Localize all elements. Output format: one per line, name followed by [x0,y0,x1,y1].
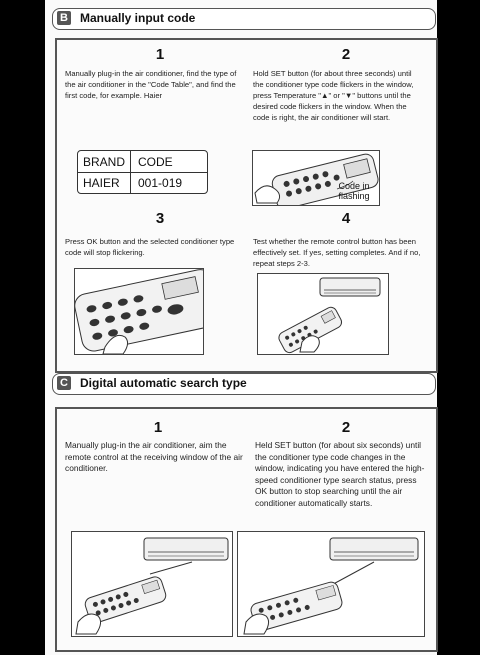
step-b3-image [74,268,204,355]
table-header-code: CODE [138,155,173,169]
section-b-header [52,8,436,30]
ac-and-remote-illustration [258,274,388,354]
step-b4-image [257,273,389,355]
step-c1-number: 1 [153,419,163,436]
table-cell-brand: HAIER [83,176,120,190]
code-table [77,150,208,194]
section-c-title: Digital automatic search type [80,376,247,390]
section-b-frame [55,38,438,373]
section-c-header [52,373,436,395]
code-flashing-caption [331,181,377,201]
step-b2-number: 2 [341,46,351,63]
step-b1-number: 1 [155,46,165,63]
step-b4-text: Test whether the remote control button has been effectively set. If yes, setting completes. And if no, repeat steps 2-3. [253,237,421,268]
step-c2-number: 2 [341,419,351,436]
section-c-letter: C [57,376,71,390]
ac-remote-aim-illustration [72,532,232,636]
remote-closeup-illustration [75,269,203,354]
caption-line-2: flashing [338,191,370,201]
section-c-frame [55,407,438,652]
step-c2-text: Held SET button (for about six seconds) until the conditioner type code changes in the window, indicating you have entered the high-speed conditioner type search status, press OK button to stop searching until the air conditioner automatically starts. [255,440,425,508]
step-c2-image [237,531,425,637]
step-c1-image [71,531,233,637]
step-b1-text: Manually plug-in the air conditioner, find the type of the air conditioner in the "Code Table", and find the first code, for example. Haier [65,69,237,100]
step-b2-text: Hold SET button (for about three seconds) until the conditioner type code flickers in the window, press Temperature "▲" or "▼" buttons until the desired code flickers in the window. When the code is right, the air conditioner will start. [253,69,414,122]
ac-remote-search-illustration [238,532,424,636]
table-divider [130,151,131,193]
step-b4-number: 4 [341,210,351,227]
table-divider [78,172,207,173]
caption-line-1: Code in [338,181,370,191]
table-header-brand: BRAND [83,155,126,169]
step-c1-text: Manually plug-in the air conditioner, aim the remote control at the receiving window of the air conditioner. [65,440,243,473]
manual-page [45,0,437,655]
section-b-letter: B [57,11,71,25]
section-b-title: Manually input code [80,11,196,25]
step-b3-text: Press OK button and the selected conditioner type code will stop flickering. [65,237,235,257]
step-b3-number: 3 [155,210,165,227]
step-b2-image [252,150,380,206]
table-cell-code: 001-019 [138,176,183,190]
